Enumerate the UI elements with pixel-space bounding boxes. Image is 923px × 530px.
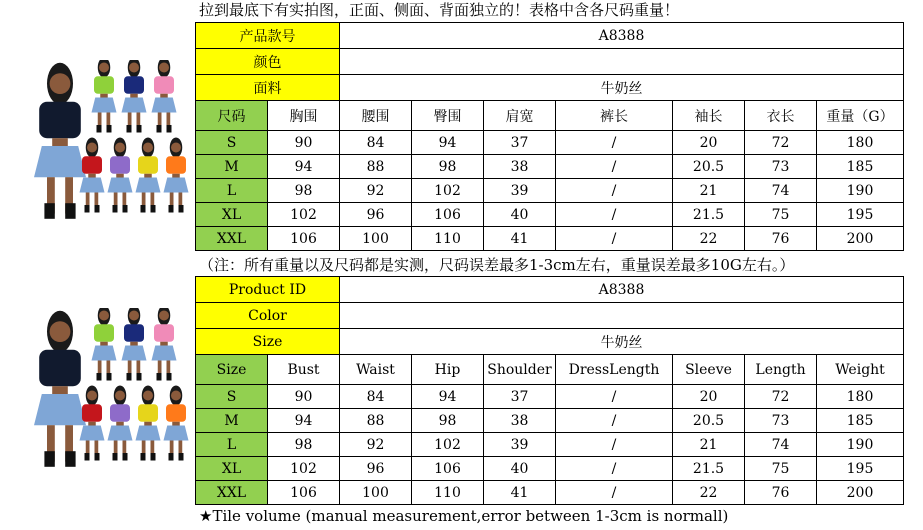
header-cell: Weight <box>817 355 904 385</box>
value-cell: / <box>556 457 673 481</box>
value-cell: 195 <box>817 203 904 227</box>
value-cell: / <box>556 179 673 203</box>
value-cell: 20 <box>673 131 745 155</box>
header-cell: Hip <box>412 355 484 385</box>
header-cell: 袖长 <box>673 101 745 131</box>
header-cell: Length <box>745 355 817 385</box>
size-cell: XXL <box>196 227 268 251</box>
size-cell: XL <box>196 203 268 227</box>
table-row <box>196 227 904 251</box>
value-cell: 39 <box>484 179 556 203</box>
value-cell: 75 <box>745 203 817 227</box>
value-cell: 106 <box>412 457 484 481</box>
table-row <box>196 385 904 409</box>
value-cell: 40 <box>484 457 556 481</box>
product-id-label: 产品款号 <box>196 23 340 49</box>
header-cell: Bust <box>268 355 340 385</box>
value-cell: 102 <box>412 433 484 457</box>
size-cell: M <box>196 155 268 179</box>
table-row <box>196 481 904 505</box>
header-cell: 胸围 <box>268 101 340 131</box>
value-cell: / <box>556 433 673 457</box>
value-cell: 94 <box>412 131 484 155</box>
value-cell: 84 <box>340 385 412 409</box>
size-cell: XL <box>196 457 268 481</box>
value-cell: 98 <box>268 433 340 457</box>
value-cell: 106 <box>268 481 340 505</box>
table-row <box>196 179 904 203</box>
header-row <box>196 101 904 131</box>
header-row <box>196 355 904 385</box>
value-cell: 185 <box>817 155 904 179</box>
table-row <box>196 155 904 179</box>
size-table-english <box>195 276 904 505</box>
value-cell: / <box>556 227 673 251</box>
value-cell: 76 <box>745 481 817 505</box>
value-cell: 98 <box>412 155 484 179</box>
color-label: Color <box>196 303 340 329</box>
value-cell: 22 <box>673 481 745 505</box>
value-cell: 94 <box>412 385 484 409</box>
table-row <box>196 203 904 227</box>
header-cell: Size <box>196 355 268 385</box>
outfit-collage-image <box>22 308 192 478</box>
size-label: Size <box>196 329 340 355</box>
value-cell: 110 <box>412 227 484 251</box>
measurement-note-en: ★Tile volume (manual measurement,error between 1-3cm is normall) <box>199 507 729 525</box>
value-cell: 110 <box>412 481 484 505</box>
table-row <box>196 409 904 433</box>
header-cell: Shoulder <box>484 355 556 385</box>
product-id-value: A8388 <box>340 277 904 303</box>
product-id-label: Product ID <box>196 277 340 303</box>
fabric-label: 面料 <box>196 75 340 101</box>
value-cell: / <box>556 131 673 155</box>
value-cell: 40 <box>484 203 556 227</box>
value-cell: 88 <box>340 409 412 433</box>
value-cell: / <box>556 409 673 433</box>
value-cell: 180 <box>817 385 904 409</box>
header-cell: 裤长 <box>556 101 673 131</box>
size-cell: L <box>196 179 268 203</box>
value-cell: 100 <box>340 227 412 251</box>
fabric-value: 牛奶丝 <box>340 329 904 355</box>
value-cell: 102 <box>268 203 340 227</box>
value-cell: 20.5 <box>673 155 745 179</box>
size-cell: S <box>196 385 268 409</box>
value-cell: 21.5 <box>673 457 745 481</box>
value-cell: 185 <box>817 409 904 433</box>
product-photo-top <box>22 60 192 230</box>
value-cell: 200 <box>817 227 904 251</box>
size-cell: S <box>196 131 268 155</box>
value-cell: / <box>556 481 673 505</box>
value-cell: / <box>556 203 673 227</box>
header-cell: Sleeve <box>673 355 745 385</box>
size-cell: XXL <box>196 481 268 505</box>
value-cell: 72 <box>745 385 817 409</box>
value-cell: 38 <box>484 409 556 433</box>
header-cell: 尺码 <box>196 101 268 131</box>
value-cell: 106 <box>412 203 484 227</box>
table-row <box>196 457 904 481</box>
outfit-collage-image <box>22 60 192 230</box>
value-cell: 74 <box>745 179 817 203</box>
fabric-value: 牛奶丝 <box>340 75 904 101</box>
header-cell: 臀围 <box>412 101 484 131</box>
color-label: 颜色 <box>196 49 340 75</box>
value-cell: 20 <box>673 385 745 409</box>
value-cell: 21.5 <box>673 203 745 227</box>
value-cell: 102 <box>412 179 484 203</box>
value-cell: 190 <box>817 433 904 457</box>
value-cell: 106 <box>268 227 340 251</box>
header-cell: 腰围 <box>340 101 412 131</box>
value-cell: 200 <box>817 481 904 505</box>
value-cell: 21 <box>673 179 745 203</box>
value-cell: 94 <box>268 155 340 179</box>
header-cell: Waist <box>340 355 412 385</box>
size-cell: M <box>196 409 268 433</box>
value-cell: 20.5 <box>673 409 745 433</box>
value-cell: 180 <box>817 131 904 155</box>
value-cell: / <box>556 155 673 179</box>
value-cell: 102 <box>268 457 340 481</box>
value-cell: 38 <box>484 155 556 179</box>
value-cell: 88 <box>340 155 412 179</box>
header-cell: 衣长 <box>745 101 817 131</box>
value-cell: 190 <box>817 179 904 203</box>
value-cell: 75 <box>745 457 817 481</box>
value-cell: 72 <box>745 131 817 155</box>
product-photo-bottom <box>22 308 192 478</box>
value-cell: 90 <box>268 385 340 409</box>
table-row <box>196 433 904 457</box>
value-cell: 96 <box>340 457 412 481</box>
table-row <box>196 131 904 155</box>
measurement-note-cn: （注：所有重量以及尺码都是实测，尺码误差最多1-3cm左右，重量误差最多10G左右。） <box>199 256 795 274</box>
header-cell: 肩宽 <box>484 101 556 131</box>
value-cell: 98 <box>412 409 484 433</box>
value-cell: 21 <box>673 433 745 457</box>
value-cell: 22 <box>673 227 745 251</box>
value-cell: 96 <box>340 203 412 227</box>
value-cell: 73 <box>745 409 817 433</box>
value-cell: 37 <box>484 131 556 155</box>
product-id-value: A8388 <box>340 23 904 49</box>
value-cell: 94 <box>268 409 340 433</box>
value-cell: 92 <box>340 433 412 457</box>
value-cell: 100 <box>340 481 412 505</box>
value-cell: 84 <box>340 131 412 155</box>
size-table-chinese <box>195 22 904 251</box>
color-value <box>340 49 904 75</box>
value-cell: 41 <box>484 481 556 505</box>
header-cell: DressLength <box>556 355 673 385</box>
value-cell: 195 <box>817 457 904 481</box>
top-note: 拉到最底下有实拍图，正面、侧面、背面独立的！表格中含各尺码重量！ <box>199 1 680 19</box>
size-cell: L <box>196 433 268 457</box>
value-cell: 39 <box>484 433 556 457</box>
value-cell: 74 <box>745 433 817 457</box>
value-cell: 90 <box>268 131 340 155</box>
value-cell: 92 <box>340 179 412 203</box>
header-cell: 重量（G） <box>817 101 904 131</box>
value-cell: 73 <box>745 155 817 179</box>
value-cell: 98 <box>268 179 340 203</box>
color-value <box>340 303 904 329</box>
value-cell: / <box>556 385 673 409</box>
value-cell: 37 <box>484 385 556 409</box>
value-cell: 41 <box>484 227 556 251</box>
value-cell: 76 <box>745 227 817 251</box>
